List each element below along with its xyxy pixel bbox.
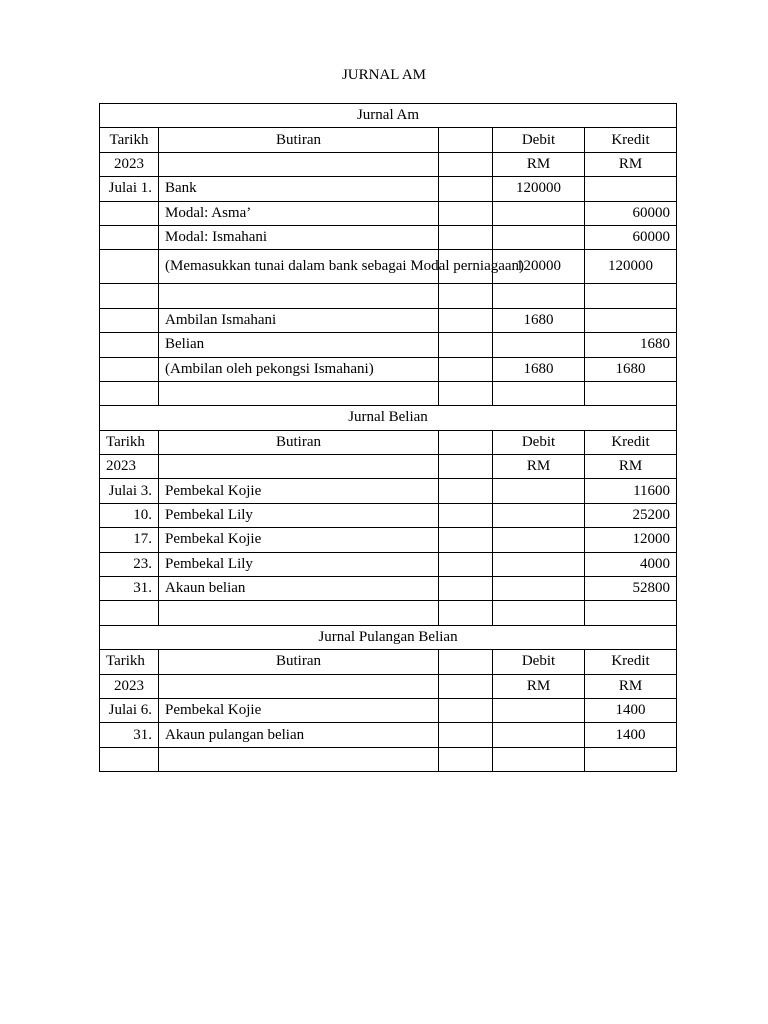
butiran-cell: Modal: Ismahani xyxy=(159,225,439,249)
date-cell xyxy=(100,601,159,625)
header-tarikh: Tarikh xyxy=(100,430,159,454)
folio-cell xyxy=(439,552,493,576)
table-row xyxy=(100,698,677,722)
header-butiran: Butiran xyxy=(159,430,439,454)
header-row xyxy=(100,430,677,454)
table-row xyxy=(100,747,677,771)
table-row xyxy=(100,308,677,332)
date-cell: 10. xyxy=(100,503,159,527)
kredit-cell xyxy=(585,308,677,332)
table-row xyxy=(100,333,677,357)
section-title-row xyxy=(100,104,677,128)
table-row xyxy=(100,723,677,747)
folio-cell xyxy=(439,747,493,771)
unit-row xyxy=(100,152,677,176)
butiran-cell xyxy=(159,601,439,625)
table-row xyxy=(100,201,677,225)
unit-kredit: RM xyxy=(585,152,677,176)
debit-cell xyxy=(493,225,585,249)
debit-cell xyxy=(493,747,585,771)
butiran-cell: Pembekal Kojie xyxy=(159,528,439,552)
folio-cell xyxy=(439,201,493,225)
butiran-cell: Pembekal Kojie xyxy=(159,698,439,722)
table-row xyxy=(100,577,677,601)
kredit-cell xyxy=(585,381,677,405)
folio-cell xyxy=(439,455,493,479)
folio-cell xyxy=(439,284,493,308)
section-title: Jurnal Am xyxy=(100,104,677,128)
kredit-cell xyxy=(585,177,677,201)
debit-cell xyxy=(493,479,585,503)
debit-cell: 1680 xyxy=(493,308,585,332)
header-row xyxy=(100,650,677,674)
kredit-cell: 52800 xyxy=(585,577,677,601)
date-cell xyxy=(100,225,159,249)
debit-cell: 120000 xyxy=(493,177,585,201)
table-row xyxy=(100,528,677,552)
butiran-cell: Bank xyxy=(159,177,439,201)
section-title-row xyxy=(100,406,677,430)
header-tarikh: Tarikh xyxy=(100,128,159,152)
table-row xyxy=(100,552,677,576)
date-cell xyxy=(100,333,159,357)
table-row xyxy=(100,250,677,284)
folio-cell xyxy=(439,528,493,552)
debit-cell xyxy=(493,381,585,405)
debit-cell xyxy=(493,698,585,722)
unit-debit: RM xyxy=(493,674,585,698)
table-row xyxy=(100,225,677,249)
date-cell xyxy=(100,284,159,308)
folio-cell xyxy=(439,152,493,176)
year-cell: 2023 xyxy=(100,455,159,479)
kredit-cell: 120000 xyxy=(585,250,677,284)
kredit-cell xyxy=(585,284,677,308)
debit-cell xyxy=(493,333,585,357)
butiran-cell xyxy=(159,747,439,771)
header-tarikh: Tarikh xyxy=(100,650,159,674)
kredit-cell: 12000 xyxy=(585,528,677,552)
narration-cell: (Ambilan oleh pekongsi Ismahani) xyxy=(159,357,439,381)
kredit-cell: 1680 xyxy=(585,357,677,381)
unit-debit: RM xyxy=(493,152,585,176)
year-cell: 2023 xyxy=(100,152,159,176)
debit-cell xyxy=(493,577,585,601)
kredit-cell: 1400 xyxy=(585,723,677,747)
kredit-cell: 4000 xyxy=(585,552,677,576)
table-row xyxy=(100,503,677,527)
kredit-cell: 1680 xyxy=(585,333,677,357)
date-cell xyxy=(100,201,159,225)
butiran-cell xyxy=(159,674,439,698)
document-title: JURNAL AM xyxy=(341,67,427,83)
butiran-cell: Akaun pulangan belian xyxy=(159,723,439,747)
header-debit: Debit xyxy=(493,650,585,674)
table-row xyxy=(100,601,677,625)
folio-cell xyxy=(439,357,493,381)
butiran-cell xyxy=(159,455,439,479)
butiran-cell: Pembekal Lily xyxy=(159,552,439,576)
folio-cell xyxy=(439,698,493,722)
debit-cell xyxy=(493,601,585,625)
debit-cell xyxy=(493,723,585,747)
header-folio xyxy=(439,650,493,674)
folio-cell xyxy=(439,308,493,332)
header-kredit: Kredit xyxy=(585,430,677,454)
butiran-cell: Modal: Asma’ xyxy=(159,201,439,225)
journal-table xyxy=(99,103,677,772)
section-title: Jurnal Belian xyxy=(100,406,677,430)
folio-cell xyxy=(439,333,493,357)
table-row xyxy=(100,177,677,201)
date-cell: 31. xyxy=(100,723,159,747)
date-cell: Julai 1. xyxy=(100,177,159,201)
table-row xyxy=(100,357,677,381)
header-folio xyxy=(439,128,493,152)
unit-kredit: RM xyxy=(585,674,677,698)
folio-cell xyxy=(439,674,493,698)
section-title-row xyxy=(100,625,677,649)
folio-cell xyxy=(439,381,493,405)
folio-cell xyxy=(439,177,493,201)
folio-cell xyxy=(439,723,493,747)
header-kredit: Kredit xyxy=(585,128,677,152)
date-cell: Julai 3. xyxy=(100,479,159,503)
unit-kredit: RM xyxy=(585,455,677,479)
debit-cell xyxy=(493,284,585,308)
butiran-cell: Akaun belian xyxy=(159,577,439,601)
table-row xyxy=(100,381,677,405)
kredit-cell xyxy=(585,747,677,771)
date-cell xyxy=(100,381,159,405)
date-cell xyxy=(100,357,159,381)
date-cell xyxy=(100,747,159,771)
header-row xyxy=(100,128,677,152)
butiran-cell xyxy=(159,381,439,405)
debit-cell xyxy=(493,503,585,527)
unit-debit: RM xyxy=(493,455,585,479)
narration-cell: (Memasukkan tunai dalam bank sebagai Modal perniagaan) xyxy=(159,250,439,284)
kredit-cell: 1400 xyxy=(585,698,677,722)
header-debit: Debit xyxy=(493,128,585,152)
header-butiran: Butiran xyxy=(159,650,439,674)
folio-cell xyxy=(439,479,493,503)
debit-cell xyxy=(493,528,585,552)
unit-row xyxy=(100,455,677,479)
unit-row xyxy=(100,674,677,698)
table-row xyxy=(100,479,677,503)
kredit-cell: 11600 xyxy=(585,479,677,503)
butiran-cell: Pembekal Kojie xyxy=(159,479,439,503)
date-cell: Julai 6. xyxy=(100,698,159,722)
butiran-cell: Ambilan Ismahani xyxy=(159,308,439,332)
year-cell: 2023 xyxy=(100,674,159,698)
debit-cell xyxy=(493,201,585,225)
header-folio xyxy=(439,430,493,454)
header-debit: Debit xyxy=(493,430,585,454)
debit-cell: 1680 xyxy=(493,357,585,381)
debit-cell xyxy=(493,552,585,576)
folio-cell xyxy=(439,225,493,249)
kredit-cell: 60000 xyxy=(585,225,677,249)
kredit-cell: 25200 xyxy=(585,503,677,527)
kredit-cell: 60000 xyxy=(585,201,677,225)
debit-cell: 120000 xyxy=(493,250,585,284)
date-cell: 23. xyxy=(100,552,159,576)
header-kredit: Kredit xyxy=(585,650,677,674)
date-cell xyxy=(100,250,159,284)
date-cell: 31. xyxy=(100,577,159,601)
folio-cell xyxy=(439,503,493,527)
folio-cell xyxy=(439,577,493,601)
butiran-cell: Pembekal Lily xyxy=(159,503,439,527)
date-cell xyxy=(100,308,159,332)
header-butiran: Butiran xyxy=(159,128,439,152)
kredit-cell xyxy=(585,601,677,625)
table-row xyxy=(100,284,677,308)
butiran-cell xyxy=(159,152,439,176)
butiran-cell xyxy=(159,284,439,308)
section-title: Jurnal Pulangan Belian xyxy=(100,625,677,649)
date-cell: 17. xyxy=(100,528,159,552)
butiran-cell: Belian xyxy=(159,333,439,357)
folio-cell xyxy=(439,601,493,625)
